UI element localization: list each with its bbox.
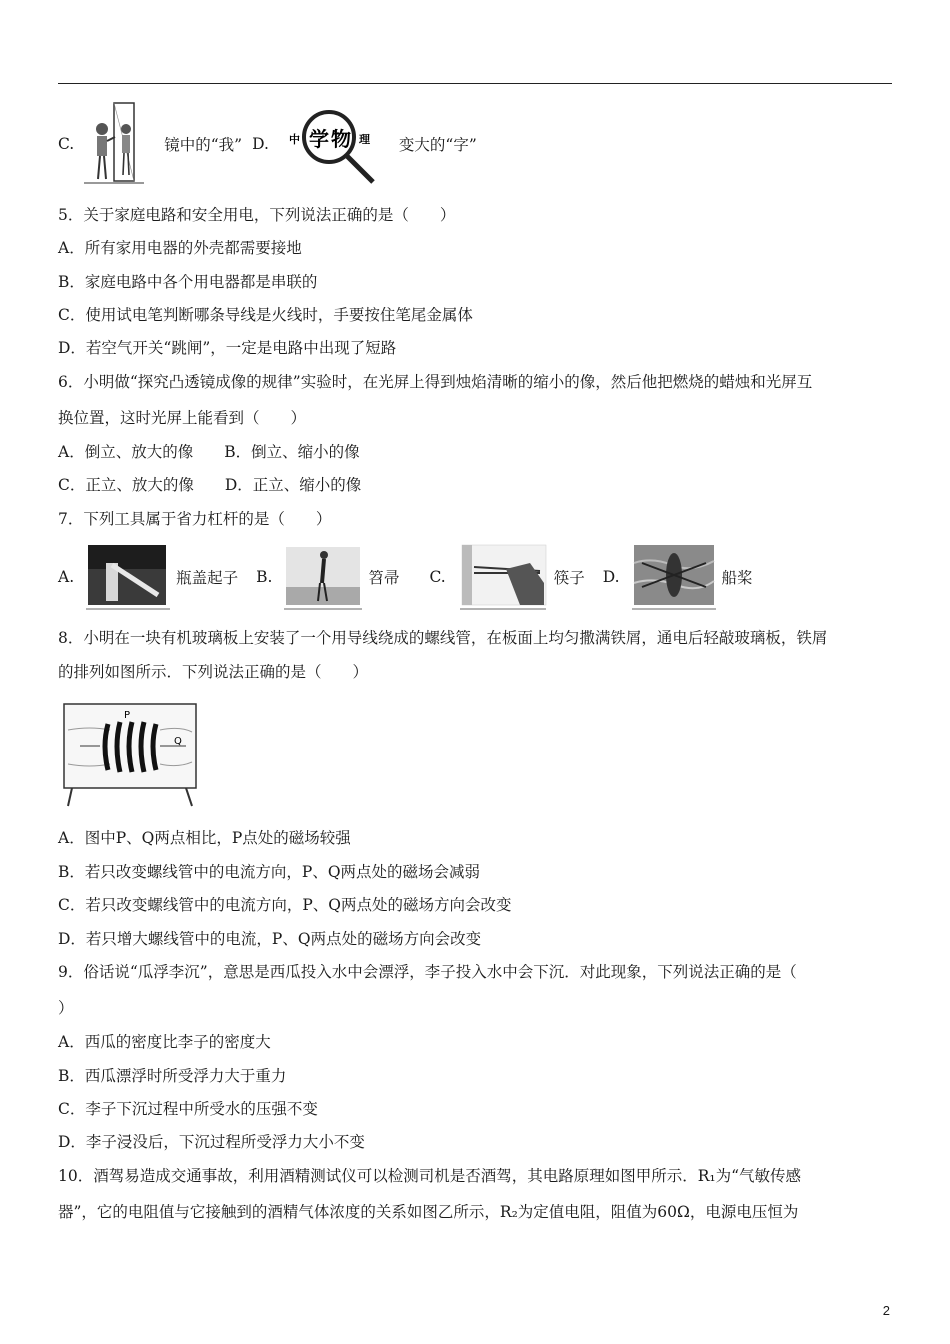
q9-option-c: C．李子下沉过程中所受水的压强不变	[58, 1100, 318, 1118]
magnifier-figure	[279, 104, 391, 184]
q7-option-c-caption: 筷子	[553, 569, 585, 587]
magnifier-char-3: 物	[330, 127, 351, 151]
broom-figure	[284, 543, 364, 611]
q6-stem-line1: 6．小明做“探究凸透镜成像的规律”实验时，在光屏上得到烛焰清晰的缩小的像，然后他把燃烧的蜡烛和光屏互	[58, 373, 813, 391]
q5-option-b: B．家庭电路中各个用电器都是串联的	[58, 273, 318, 291]
q9-option-b: B．西瓜漂浮时所受浮力大于重力	[58, 1067, 287, 1085]
page-number: 2	[882, 1303, 890, 1318]
q8-stem-line2: 的排列如图所示．下列说法正确的是（ ）	[58, 663, 369, 681]
q9-option-d: D．李子浸没后，下沉过程所受浮力大小不变	[58, 1133, 365, 1151]
header-rule	[58, 83, 892, 84]
q10-stem-line1: 10．酒驾易造成交通事故，利用酒精测试仪可以检测司机是否酒驾，其电路原理如图甲所示．R₁为“气敏传感	[58, 1167, 802, 1185]
solenoid-label-p: P	[124, 710, 131, 721]
q9-stem-line1: 9．俗话说“瓜浮李沉”，意思是西瓜投入水中会漂浮，李子投入水中会下沉．对此现象，下列说法正确的是（	[58, 963, 797, 981]
q9-option-a: A．西瓜的密度比李子的密度大	[58, 1033, 271, 1051]
q8-option-b: B．若只改变螺线管中的电流方向，P、Q两点处的磁场会减弱	[58, 863, 481, 881]
option-c-label: C.	[58, 135, 75, 153]
q8-stem-line1: 8．小明在一块有机玻璃板上安装了一个用导线绕成的螺线管，在板面上均匀撒满铁屑，通电后轻敲玻璃板，铁屑	[58, 629, 828, 647]
option-d-label: D.	[252, 135, 269, 153]
q7-option-a-caption: 瓶盖起子	[176, 569, 239, 587]
q5-stem: 5．关于家庭电路和安全用电，下列说法正确的是（ ）	[58, 206, 456, 224]
solenoid-iron-filings-figure	[60, 700, 200, 808]
q10-stem-line2: 器”，它的电阻值与它接触到的酒精气体浓度的关系如图乙所示，R₂为定值电阻，阻值为60Ω，电源电压恒为	[58, 1203, 799, 1221]
q8-option-a: A．图中P、Q两点相比，P点处的磁场较强	[58, 829, 351, 847]
q8-option-c: C．若只改变螺线管中的电流方向，P、Q两点处的磁场方向会改变	[58, 896, 512, 914]
q7-option-c-label: C.	[429, 568, 446, 586]
q7-option-a-label: A.	[58, 568, 75, 586]
q7-option-d-label: D.	[602, 568, 620, 586]
option-d-caption: 变大的“字”	[398, 136, 477, 154]
solenoid-label-q: Q	[174, 736, 182, 747]
magnifier-char-4: 理	[358, 133, 370, 146]
oar-figure	[632, 543, 718, 611]
q7-option-b-caption: 笤帚	[368, 569, 400, 587]
q6-stem-line2: 换位置，这时光屏上能看到（ ）	[58, 409, 307, 427]
magnifier-char-2: 学	[308, 127, 329, 151]
mirror-figure	[84, 101, 156, 187]
q7-options	[58, 542, 753, 612]
q5-option-d: D．若空气开关“跳闸”，一定是电路中出现了短路	[58, 339, 397, 357]
q6-options-cd: C．正立、放大的像 D．正立、缩小的像	[58, 476, 362, 494]
q6-options-ab: A．倒立、放大的像 B．倒立、缩小的像	[58, 443, 360, 461]
q7-stem: 7．下列工具属于省力杠杆的是（ ）	[58, 510, 332, 528]
q5-option-a: A．所有家用电器的外壳都需要接地	[58, 239, 302, 257]
bottle-opener-figure	[86, 543, 172, 611]
option-c-caption: 镜中的“我”	[164, 136, 243, 154]
q7-option-d-caption: 船桨	[721, 569, 753, 587]
q4-options-cd	[58, 100, 477, 188]
chopsticks-figure	[460, 543, 548, 611]
q9-stem-line2: ）	[58, 999, 74, 1017]
q7-option-b-label: B.	[256, 568, 273, 586]
q8-option-d: D．若只增大螺线管中的电流，P、Q两点处的磁场方向会改变	[58, 930, 482, 948]
q5-option-c: C．使用试电笔判断哪条导线是火线时，手要按住笔尾金属体	[58, 306, 473, 324]
magnifier-char-1: 中	[288, 133, 300, 146]
